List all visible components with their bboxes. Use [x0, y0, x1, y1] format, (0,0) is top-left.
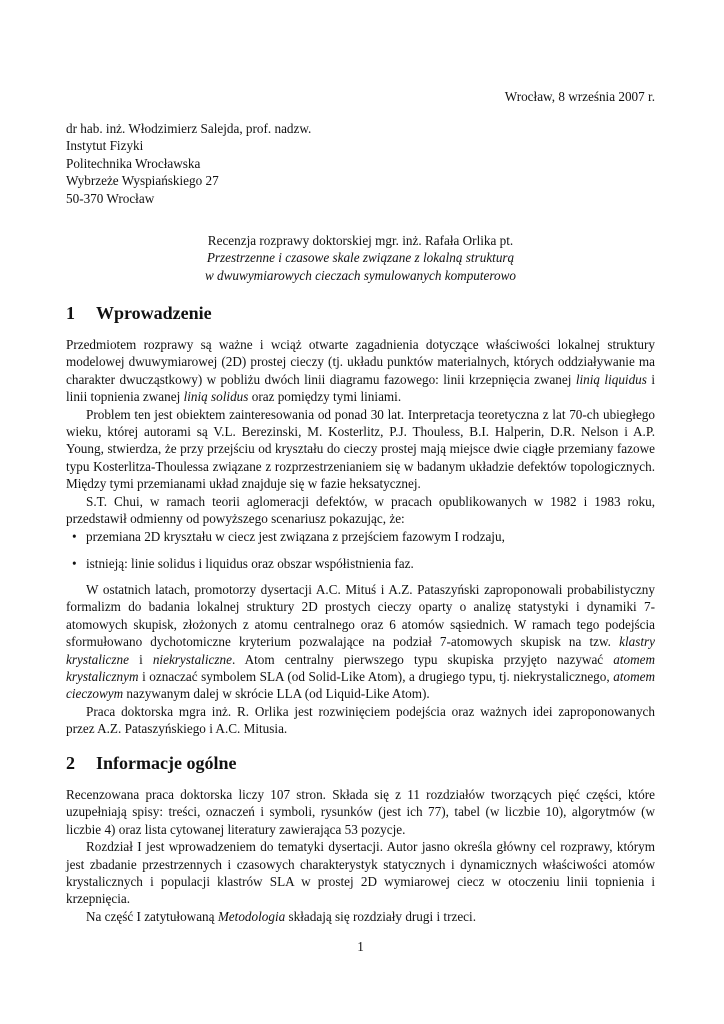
- text-run: Na część I zatytułowaną: [86, 908, 218, 924]
- bullet-icon: •: [72, 556, 77, 571]
- reviewer-address: [66, 120, 311, 207]
- emphasis-text: linią liquidus: [575, 371, 647, 387]
- address-line: Instytut Fizyki: [66, 138, 144, 154]
- page-number: 1: [357, 939, 364, 954]
- bullet-list: [66, 555, 655, 572]
- emphasis-text: klastry krystaliczne: [66, 634, 655, 667]
- review-title: [66, 232, 655, 284]
- address-line: 50-370 Wrocław: [66, 190, 155, 206]
- emphasis-text: atomem cieczowym: [66, 669, 655, 702]
- paragraph: S.T. Chui, w ramach teorii aglomeracji defektów, w pracach opublikowanych w 1982 i 1983 roku, przedstawił odmienny od powyższego scenariusz pokazując, że:: [66, 493, 655, 527]
- text-run: oraz pomiędzy tymi liniami.: [248, 389, 402, 405]
- text-run: składają się rozdziały drugi i trzeci.: [285, 908, 476, 924]
- section-title: Informacje ogólne: [96, 753, 237, 773]
- list-item-text: istnieją: linie solidus i liquidus oraz obszar współistnienia faz.: [86, 556, 414, 571]
- text-run: nazywanym dalej w skrócie LLA (od Liquid-Like Atom).: [123, 686, 430, 702]
- paragraph: Problem ten jest obiektem zainteresowania od ponad 30 lat. Interpretacja teoretyczna z lat 70-ch ubiegłego wieku, której autorami są V.L. Berezinski, M. Kosterlitz, P.J. Thouless, B.I. Halperin, D.R. Nelson i A.P. Young, stwierdza, że przy przejściu od kryształu do cieczy prostej mają miejsce dwie ciągłe przemiany fazowe typu Kosterlitza-Thoulessa związane z rozprzestrzenianiem się w badanym układzie defektów topologicznych. Między tymi przemianami układ znajduje się w fazie heksatycznej.: [66, 406, 655, 492]
- text-run: W ostatnich latach, promotorzy dysertacji A.C. Mituś i A.Z. Pataszyński zaproponowali probabilistyczny formalizm do badania lokalnej struktury 2D prostych cieczy oparty o analizę statystyki i dynamiki 7-atomowych skupisk, złożonych z atomu centralnego oraz 6 atomów sąsiednich. W ramach tego podejścia sformułowano dychotomiczne kryterium pozwalające na podział 7-atomowych skupisk na tzw.: [66, 582, 655, 650]
- letter-date: Wrocław, 8 września 2007 r.: [504, 89, 655, 104]
- bullet-icon: •: [72, 529, 77, 544]
- emphasis-text: niekrystaliczne: [152, 651, 232, 667]
- text-run: i: [129, 651, 153, 667]
- section-1-body-continued: [66, 581, 655, 738]
- paragraph: [66, 336, 655, 406]
- bullet-list: [66, 528, 655, 545]
- address-line: Politechnika Wrocławska: [66, 155, 201, 171]
- list-item-text: przemiana 2D kryształu w ciecz jest związana z przejściem fazowym I rodzaju,: [86, 529, 505, 544]
- list-item: [66, 555, 655, 572]
- emphasis-text: atomem krystalicznym: [66, 651, 655, 685]
- section-2-heading: [66, 755, 236, 772]
- list-item: [66, 528, 655, 545]
- text-run: i linii topnienia zwanej: [66, 371, 655, 405]
- section-number: 2: [66, 753, 75, 773]
- review-title-line: Recenzja rozprawy doktorskiej mgr. inż. Rafała Orlika pt.: [207, 233, 514, 248]
- paragraph: Rozdział I jest wprowadzeniem do tematyki dysertacji. Autor jasno określa główny cel rozprawy, którym jest zbadanie przestrzennych i czasowych charakterystyk statycznych i dynamicznych właściwości atomów krystalicznych i populacji klastrów SLA w prostej 2D wymiarowej ciecz w otoczeniu linii topnienia i krzepnięcia.: [66, 839, 655, 907]
- section-1-body: [66, 336, 655, 527]
- section-2-body: [66, 786, 655, 925]
- text-run: Przedmiotem rozprawy są ważne i wciąż otwarte zagadnienia dotyczące właściwości lokalnej struktury modelowej dwuwymiarowej (2D) prostej cieczy (tj. układu punktów materialnych, których oddziaływanie ma charakter dwucząstkowy) w pobliżu dwóch linii diagramu fazowego: linii krzepnięcia zwanej: [66, 337, 655, 387]
- text-run: . Atom centralny pierwszego typu skupiska przyjęto nazywać: [231, 651, 614, 667]
- text-run: i oznaczać symbolem SLA (od Solid-Like Atom), a drugiego typu, tj. niekrystalicznego,: [138, 669, 614, 685]
- paragraph: Recenzowana praca doktorska liczy 107 stron. Składa się z 11 rozdziałów tworzących pięć części, które uzupełniają spisy: treści, oznaczeń i symboli, rysunków (jest ich 77), tabel (w liczbie 10), algorytmów (w liczbie 4) oraz lista cytowanej literatury zawierająca 53 pozycje.: [66, 787, 655, 837]
- section-1-heading: [66, 305, 212, 322]
- paragraph: [66, 581, 655, 703]
- paragraph: Praca doktorska mgra inż. R. Orlika jest rozwinięciem podejścia oraz ważnych idei zaproponowanych przez A.Z. Pataszyńskiego i A.C. Mitusia.: [66, 703, 655, 737]
- section-number: 1: [66, 303, 75, 323]
- emphasis-text: linią solidus: [183, 389, 249, 405]
- emphasis-text: Metodologia: [217, 908, 286, 924]
- section-title: Wprowadzenie: [96, 303, 212, 323]
- thesis-title-line: w dwuwymiarowych cieczach symulowanych komputerowo: [204, 267, 517, 283]
- address-line: Wybrzeże Wyspiańskiego 27: [66, 173, 219, 189]
- thesis-title-line: Przestrzenne i czasowe skale związane z lokalną strukturą: [206, 250, 515, 266]
- paragraph: [66, 908, 655, 925]
- address-line: dr hab. inż. Włodzimierz Salejda, prof. nadzw.: [66, 121, 312, 136]
